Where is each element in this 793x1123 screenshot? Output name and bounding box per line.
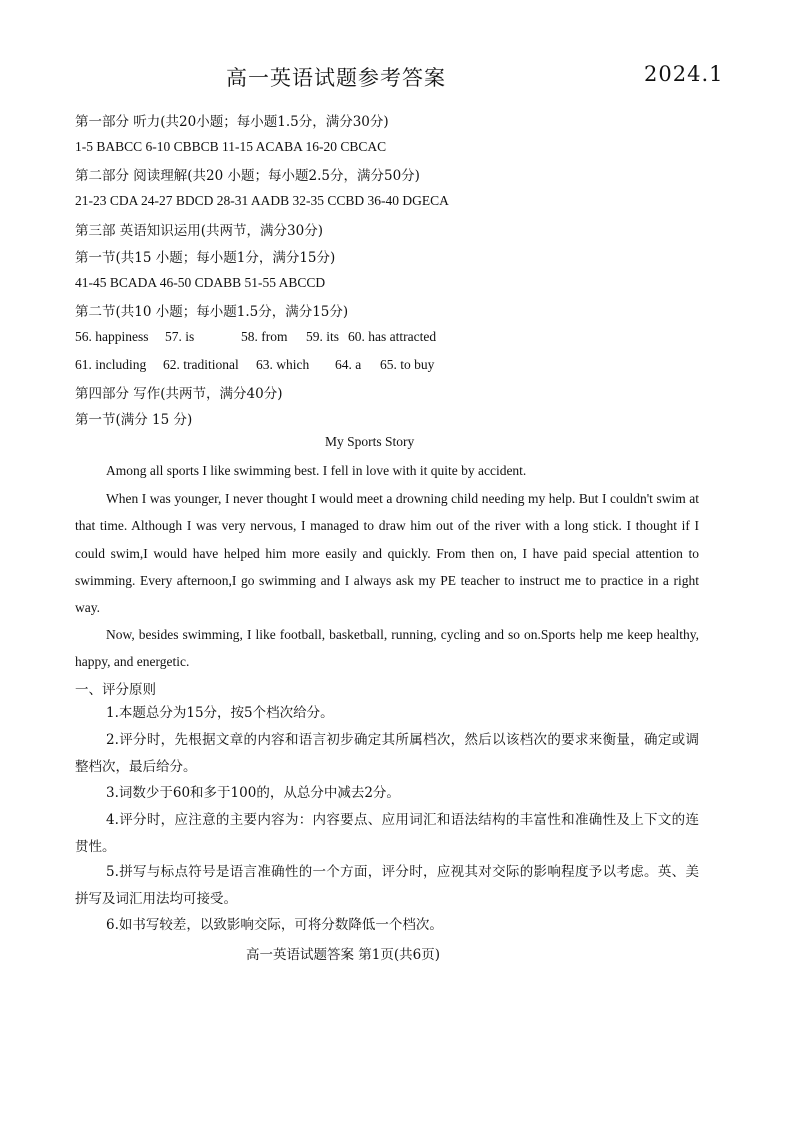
essay-paragraph-3: Now, besides swimming, I like football, basketball, running, cycling and so on.Sports help me keep healthy, happy, and energetic. [75,627,699,670]
part1-heading: 第一部分 听力(共20小题；每小题1.5分，满分30分) [75,114,389,130]
fill-answer: 57. is [165,329,195,344]
part2-heading: 第二部分 阅读理解(共20 小题；每小题2.5分，满分50分) [75,168,420,184]
fill-answer: 60. has attracted [348,329,437,344]
grading-heading: 一、评分原则 [75,682,156,698]
grading-rule-2: 2.评分时，先根据文章的内容和语言初步确定其所属档次，然后以该档次的要求来衡量，确定或调整档次，最后给分。 [75,732,699,776]
part1-answers: 1-5 BABCC 6-10 CBBCB 11-15 ACABA 16-20 CBCAC [75,139,387,154]
essay-paragraph-2: When I was younger, I never thought I would meet a drowning child needing my help. But I couldn't swim at that time. Although I was very nervous, I managed to draw him out of the river with a long stick. I thought if I could swim,I would have helped him more easily and quickly. From then on, I have paid special attention to swimming. Every afternoon,I go swimming and I always ask my PE teacher to instruct me to practice in a right way. [75,491,699,616]
exam-date: 2024.1 [644,62,724,86]
part2-answers: 21-23 CDA 24-27 BDCD 28-31 AADB 32-35 CCBD 36-40 DGECA [75,193,449,208]
fill-answer: 59. its [306,329,340,344]
fill-answer: 62. traditional [163,357,239,372]
fill-answer: 56. happiness [75,329,149,344]
part3-section1-heading: 第一节(共15 小题；每小题1分，满分15分) [75,250,336,266]
page-title: 高一英语试题参考答案 [226,66,446,90]
fill-answer: 63. which [256,357,310,372]
grading-rule-6: 6.如书写较差，以致影响交际，可将分数降低一个档次。 [106,917,443,933]
part3-heading: 第三部 英语知识运用(共两节，满分30分) [75,223,324,239]
grading-rule-3: 3.词数少于60和多于100的，从总分中减去2分。 [106,785,400,801]
grading-rule-1: 1.本题总分为15分，按5个档次给分。 [106,705,334,721]
grading-rule-4: 4.评分时，应注意的主要内容为：内容要点、应用词汇和语法结构的丰富性和准确性及上下文的连贯性。 [75,812,699,856]
grading-rule-5: 5.拼写与标点符号是语言准确性的一个方面，评分时，应视其对交际的影响程度予以考虑。英、美拼写及词汇用法均可接受。 [75,864,699,908]
fill-answer: 65. to buy [380,357,435,372]
essay-title: My Sports Story [325,434,415,449]
essay-paragraph-1: Among all sports I like swimming best. I fell in love with it quite by accident. [106,463,527,478]
part3-section1-answers: 41-45 BCADA 46-50 CDABB 51-55 ABCCD [75,275,326,290]
fill-answer: 64. a [335,357,362,372]
page-footer: 高一英语试题答案 第1页(共6页) [246,947,441,963]
fill-answer: 61. including [75,357,147,372]
part3-section2-heading: 第二节(共10 小题；每小题1.5分，满分15分) [75,304,349,320]
part4-heading: 第四部分 写作(共两节，满分40分) [75,386,283,402]
part4-section1-heading: 第一节(满分 15 分) [75,412,193,428]
fill-answer: 58. from [241,329,288,344]
